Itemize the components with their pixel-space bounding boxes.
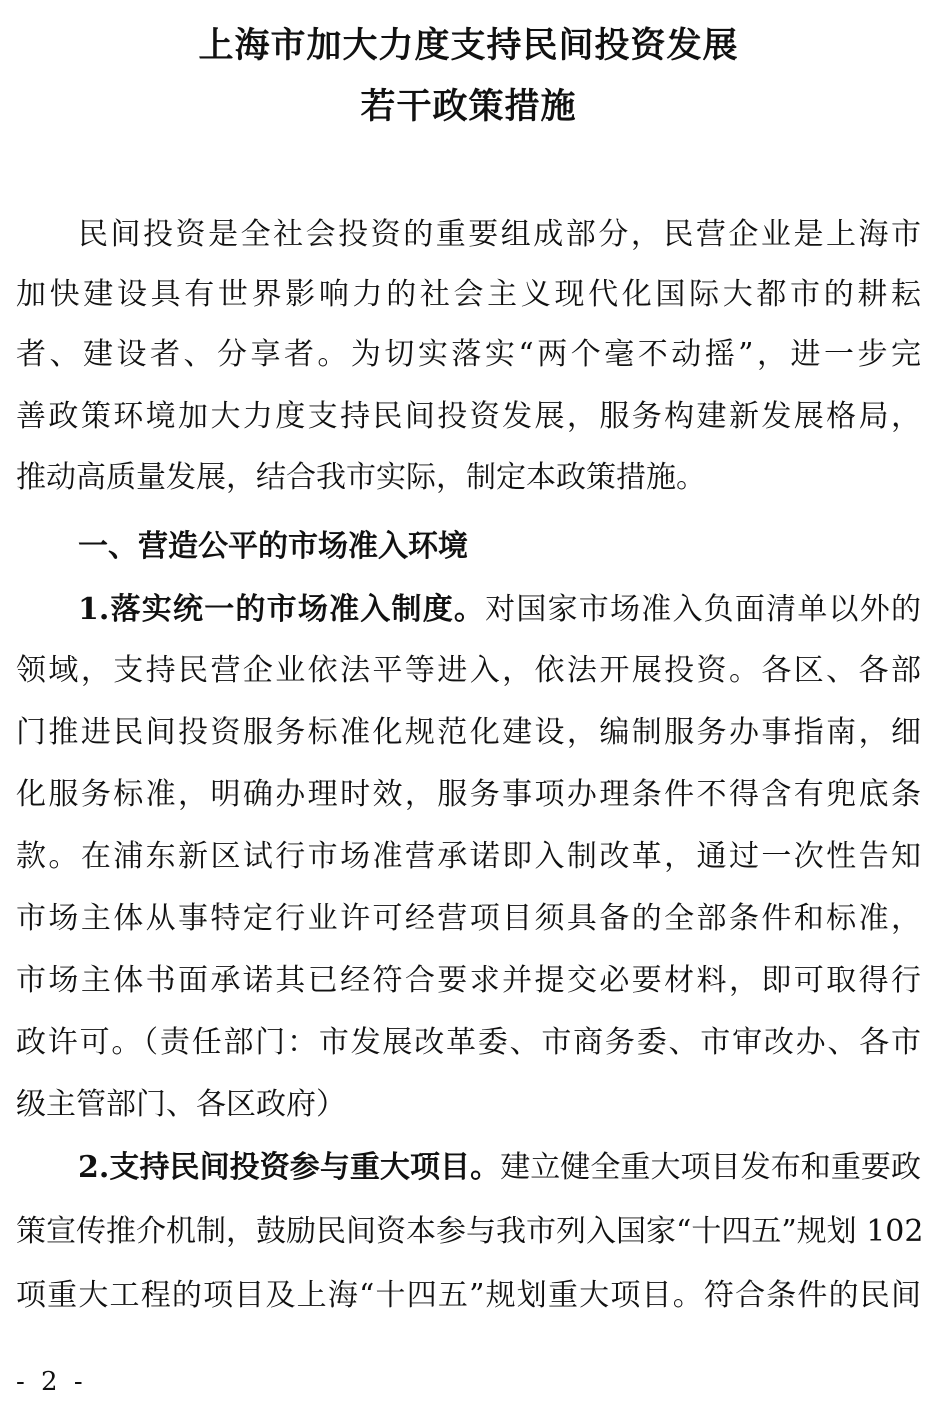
intro-line-3: 者、建设者、分享者。为切实落实“两个毫不动摇”，进一步完 xyxy=(16,337,921,372)
item2-first-line xyxy=(78,1148,921,1188)
item1-line-7: 市场主体书面承诺其已经符合要求并提交必要材料，即可取得行 xyxy=(16,963,921,998)
item2-line-3: 项重大工程的项目及上海“十四五”规划重大项目。符合条件的民间 xyxy=(16,1278,921,1313)
intro-line-5: 推动高质量发展，结合我市实际，制定本政策措施。 xyxy=(16,460,706,495)
item2-line-2: 策宣传推介机制，鼓励民间资本参与我市列入国家“十四五”规划 102 xyxy=(16,1214,924,1249)
document-title-line2: 若干政策措施 xyxy=(360,87,577,127)
item2-first-line-rest: 建立健全重大项目发布和重要政 xyxy=(500,1150,921,1185)
item1-line-5: 款。在浦东新区试行市场准营承诺即入制改革，通过一次性告知 xyxy=(16,839,921,874)
intro-line-4: 善政策环境加大力度支持民间投资发展，服务构建新发展格局， xyxy=(16,399,921,434)
item1-line-8: 政许可。（责任部门：市发展改革委、市商务委、市审改办、各市 xyxy=(16,1025,921,1060)
intro-line-1: 民间投资是全社会投资的重要组成部分，民营企业是上海市 xyxy=(78,217,921,252)
item1-line-2: 领域，支持民营企业依法平等进入，依法开展投资。各区、各部 xyxy=(16,653,921,688)
page-number: - 2 - xyxy=(16,1367,87,1397)
item1-first-line xyxy=(78,590,921,630)
document-title-line1: 上海市加大力度支持民间投资发展 xyxy=(198,26,739,66)
intro-line-2: 加快建设具有世界影响力的社会主义现代化国际大都市的耕耘 xyxy=(16,277,921,312)
item1-line-3: 门推进民间投资服务标准化规范化建设，编制服务办事指南，细 xyxy=(16,715,921,750)
item2-lead: 2.支持民间投资参与重大项目。 xyxy=(78,1150,501,1185)
item1-first-line-rest: 对国家市场准入负面清单以外的 xyxy=(485,592,921,627)
item1-line-9: 级主管部门、各区政府） xyxy=(16,1087,346,1122)
section1-heading: 一、营造公平的市场准入环境 xyxy=(78,529,468,564)
item1-line-6: 市场主体从事特定行业许可经营项目须具备的全部条件和标准， xyxy=(16,901,921,936)
item1-line-4: 化服务标准，明确办理时效，服务事项办理条件不得含有兜底条 xyxy=(16,777,921,812)
item1-lead: 1.落实统一的市场准入制度。 xyxy=(78,592,486,627)
